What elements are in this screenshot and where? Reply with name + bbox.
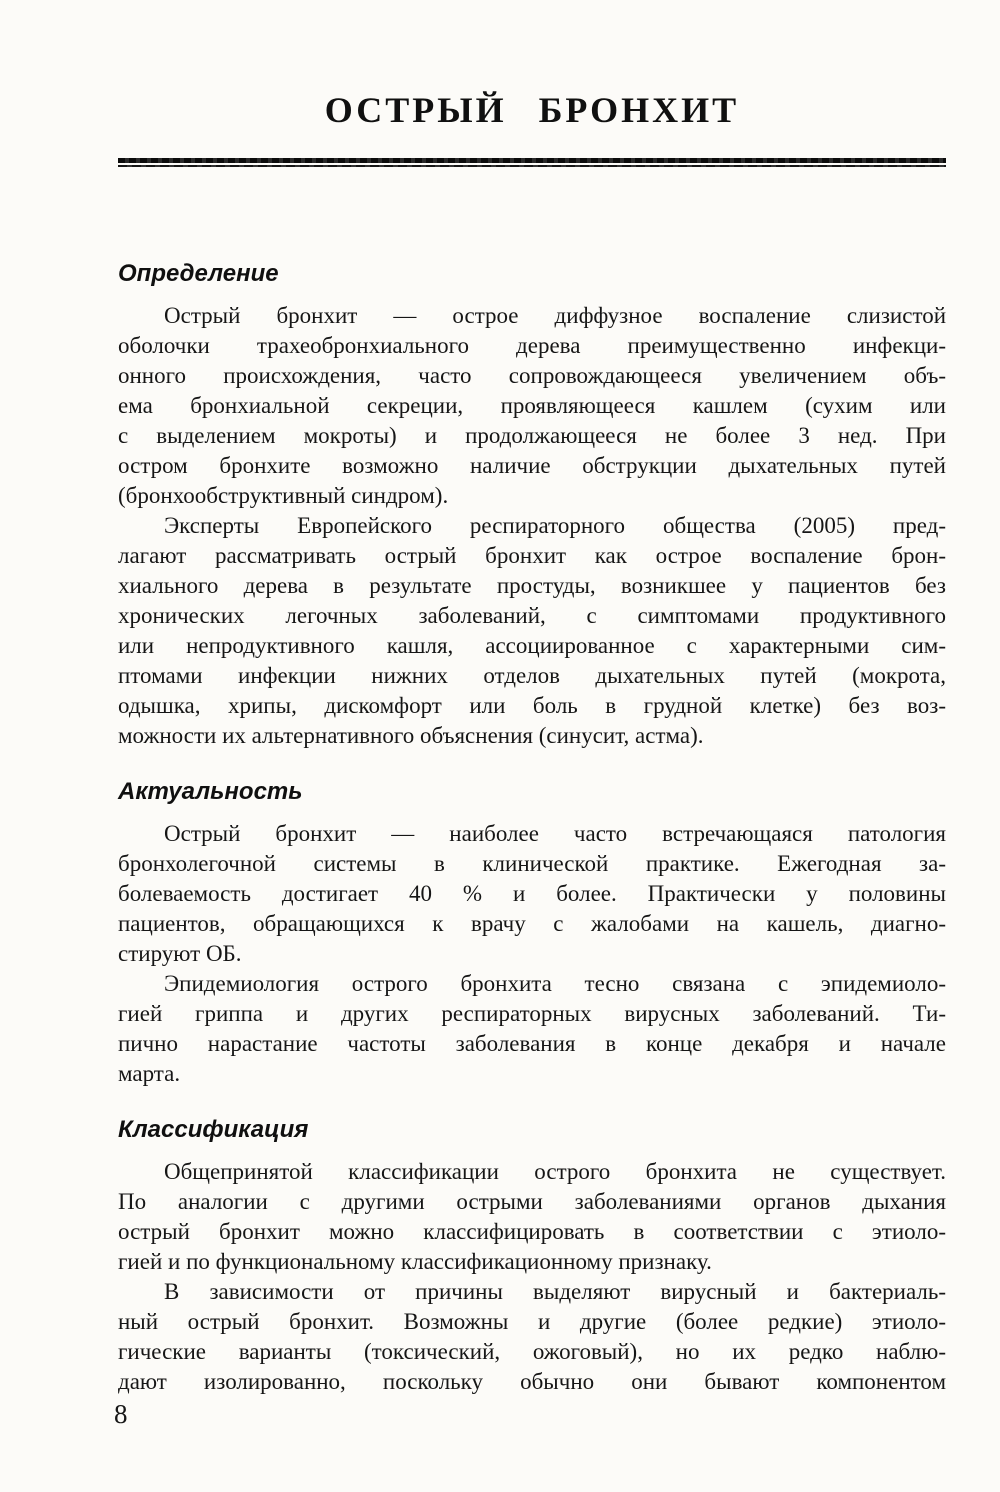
chapter-title: ОСТРЫЙ БРОНХИТ <box>324 90 740 130</box>
decorative-rule <box>118 158 946 167</box>
text-line: ный острый бронхит. Возможны и другие (более редкие) этиоло- <box>118 1309 946 1334</box>
text-line: марта. <box>118 1061 181 1086</box>
text-line: бронхолегочной системы в клинической практике. Ежегодная за- <box>118 851 946 876</box>
text-line: (бронхообструктивный синдром). <box>118 483 449 508</box>
text-line: хиального дерева в результате простуды, возникшее у пациентов без <box>118 573 946 598</box>
text-line: птомами инфекции нижних отделов дыхательных путей (мокрота, <box>118 663 946 688</box>
text-line: хронических легочных заболеваний, с симптомами продуктивного <box>118 603 946 628</box>
text-line: онного происхождения, часто сопровождающееся увеличением объ- <box>118 363 946 388</box>
paragraph <box>118 301 946 511</box>
text-line: Эксперты Европейского респираторного общества (2005) пред- <box>164 513 946 538</box>
rule-thick-bar <box>118 158 946 163</box>
section-heading: Классификация <box>118 1116 309 1143</box>
text-line: стируют ОБ. <box>118 941 242 966</box>
paragraph <box>118 1277 946 1397</box>
text-line: ема бронхиальной секреции, проявляющееся кашлем (сухим или <box>118 393 946 418</box>
paragraph <box>118 969 946 1089</box>
paragraph <box>118 511 946 751</box>
text-line: пациентов, обращающихся к врачу с жалобами на кашель, диагно- <box>118 911 946 936</box>
text-line: острый бронхит можно классифицировать в соответствии с этиоло- <box>118 1219 946 1244</box>
text-line: дают изолированно, поскольку обычно они бывают компонентом <box>118 1369 946 1394</box>
text-line: Общепринятой классификации острого бронхита не существует. <box>164 1159 946 1184</box>
text-line: В зависимости от причины выделяют вирусный и бактериаль- <box>164 1279 946 1304</box>
section-heading: Актуальность <box>118 778 303 805</box>
text-line: пично нарастание частоты заболевания в конце декабря и начале <box>118 1031 946 1056</box>
text-line: гией и по функциональному классификационному признаку. <box>118 1249 712 1274</box>
page-number: 8 <box>114 1399 128 1429</box>
text-line: с выделением мокроты) и продолжающееся не более 3 нед. При <box>118 423 946 448</box>
text-line: Острый бронхит — острое диффузное воспаление слизистой <box>164 303 946 328</box>
text-line: остром бронхите возможно наличие обструкции дыхательных путей <box>118 453 946 478</box>
text-line: можности их альтернативного объяснения (синусит, астма). <box>118 723 704 748</box>
text-line: Эпидемиология острого бронхита тесно связана с эпидемиоло- <box>164 971 946 996</box>
text-line: По аналогии с другими острыми заболеваниями органов дыхания <box>118 1189 946 1214</box>
paragraph <box>118 1157 946 1277</box>
text-line: гией гриппа и других респираторных вирусных заболеваний. Ти- <box>118 1001 946 1026</box>
text-line: или непродуктивного кашля, ассоциированное с характерными сим- <box>118 633 946 658</box>
text-line: одышка, хрипы, дискомфорт или боль в грудной клетке) без воз- <box>118 693 946 718</box>
text-line: болеваемость достигает 40 % и более. Практически у половины <box>118 881 946 906</box>
text-line: Острый бронхит — наиболее часто встречающаяся патология <box>164 821 946 846</box>
section-heading: Определение <box>118 260 279 287</box>
text-line: оболочки трахеобронхиального дерева преимущественно инфекци- <box>118 333 946 358</box>
sections <box>118 259 946 1397</box>
rule-thin-bar <box>118 165 946 167</box>
text-line: лагают рассматривать острый бронхит как острое воспаление брон- <box>118 543 946 568</box>
text-line: гические варианты (токсический, ожоговый), но их редко наблю- <box>118 1339 946 1364</box>
page-content <box>118 0 946 1397</box>
paragraph <box>118 819 946 969</box>
